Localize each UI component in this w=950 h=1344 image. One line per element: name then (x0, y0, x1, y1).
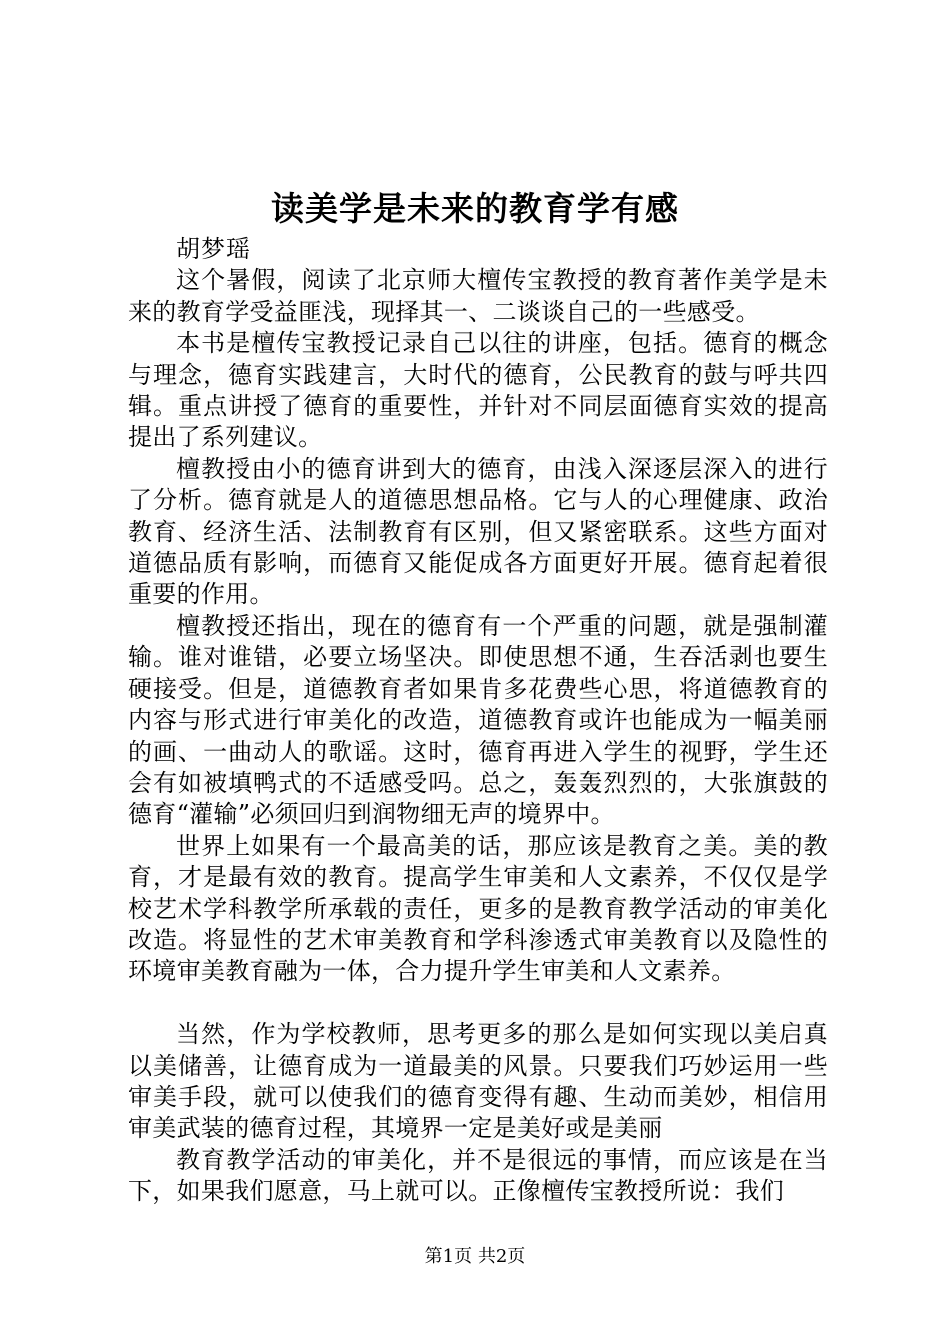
paragraph-4: 檀教授还指出，现在的德育有一个严重的问题，就是强制灌输。谁对谁错，必要立场坚决。即使思想不通，生吞活剥也要生硬接受。但是，道德教育者如果肯多花费些心思，将道德教育的内容与形式进行审美化的改造，道德教育或许也能成为一幅美丽的画、一曲动人的歌谣。这时，德育再进入学生的视野，学生还会有如被填鸭式的不适感受吗。总之，轰轰烈烈的，大张旗鼓的德育“灌输”必须回归到润物细无声的境界中。 (128, 611, 828, 829)
paragraph-spacer (128, 988, 828, 1019)
author-name: 胡梦瑶 (176, 235, 251, 263)
paragraph-1: 这个暑假，阅读了北京师大檀传宝教授的教育著作美学是未来的教育学受益匪浅，现择其一、二谈谈自己的一些感受。 (128, 266, 828, 326)
document-body (128, 234, 828, 1208)
paragraph-3: 檀教授由小的德育讲到大的德育，由浅入深逐层深入的进行了分析。德育就是人的道德思想品格。它与人的心理健康、政治教育、经济生活、法制教育有区别，但又紧密联系。这些方面对道德品质有影响，而德育又能促成各方面更好开展。德育起着很重要的作用。 (128, 454, 828, 609)
paragraph-2: 本书是檀传宝教授记录自己以往的讲座，包括。德育的概念与理念，德育实践建言，大时代的德育，公民教育的鼓与呼共四辑。重点讲授了德育的重要性，并针对不同层面德育实效的提高提出了系列建议。 (128, 329, 828, 452)
paragraph-7: 教育教学活动的审美化，并不是很远的事情，而应该是在当下，如果我们愿意，马上就可以。正像檀传宝教授所说：我们 (128, 1145, 828, 1206)
page-footer: 第1页 共2页 (424, 1246, 526, 1267)
document-title: 读美学是未来的教育学有感 (271, 189, 679, 228)
paragraph-5: 世界上如果有一个最高美的话，那应该是教育之美。美的教育，才是最有效的教育。提高学生审美和人文素养，不仅仅是学校艺术学科教学所承载的责任，更多的是教育教学活动的审美化改造。将显性的艺术审美教育和学科渗透式审美教育以及隐性的环境审美教育融为一体，合力提升学生审美和人文素养。 (128, 831, 828, 986)
paragraph-6: 当然，作为学校教师，思考更多的那么是如何实现以美启真以美储善，让德育成为一道最美的风景。只要我们巧妙运用一些审美手段，就可以使我们的德育变得有趣、生动而美妙，相信用审美武装的德育过程，其境界一定是美好或是美丽 (128, 1020, 828, 1143)
